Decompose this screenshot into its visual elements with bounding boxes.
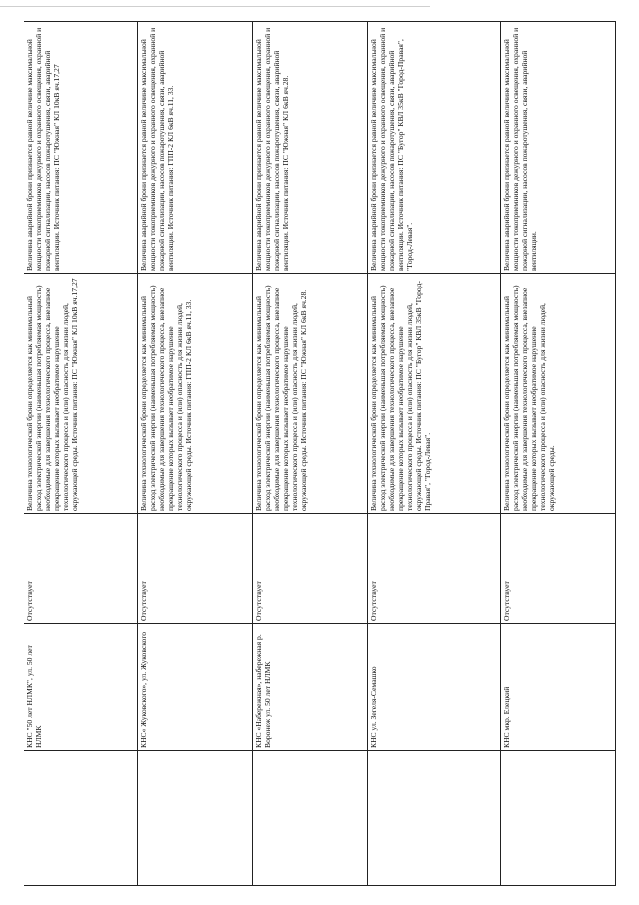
emergency-reserve-cell: Величина аварийной брони признается равной величине максимальной мощности токоприемников дежурного и охранного освещения, охранной и пожарной сигнализации, насосов пожаротушения, связи, аварийной вентиляции.: [501, 22, 616, 274]
status-cell: Отсутствует: [138, 514, 253, 624]
tech-reserve-cell: Величина технологической брони определяется как минимальный расход электрической энергии (наименьшая потребляемая мощность) необходимые для завершения технологического процесса, внезапное прекращение которых вызывает необратимое нарушение технологического процесса и (или) опасность для жизни людей, окружающей среды. Источник питания: ПС "Южная" КЛ 6кВ яч.28.: [253, 274, 368, 514]
scan-edge-line: [0, 6, 430, 7]
table-row: [253, 22, 368, 886]
emergency-reserve-cell: Величина аварийной брони признается равной величине максимальной мощности токоприемников дежурного и охранного освещения, охранной и пожарной сигнализации, насосов пожаротушения, связи, аварийной вентиляции. Источник питания: ПС "Южная" КЛ 6кВ яч.28.: [253, 22, 368, 274]
table-row: [501, 22, 616, 886]
status-cell: Отсутствует: [253, 514, 368, 624]
table-row: [368, 22, 501, 886]
tech-reserve-cell: Величина технологической брони определяется как минимальный расход электрической энергии (наименьшая потребляемая мощность) необходимые для завершения технологического процесса, внезапное прекращение которых вызывает необратимое нарушение технологического процесса и (или) опасность для жизни людей, окружающей среды.: [501, 274, 616, 514]
empty-cell: [368, 751, 501, 886]
rotated-table-wrapper: [24, 22, 616, 886]
object-cell: КНС« Жуковского», ул. Жуковского: [138, 624, 253, 751]
power-reserve-table: [24, 21, 616, 886]
emergency-reserve-cell: Величина аварийной брони признается равной величине максимальной мощности токоприемников дежурного и охранного освещения, охранной и пожарной сигнализации, насосов пожаротушения, связи, аварийной вентиляции. Источник питания: ПС "Южная" КЛ 10кВ яч.17,27: [24, 22, 138, 274]
object-cell: КНС ул. Зегеля-Семашко: [368, 624, 501, 751]
status-cell: Отсутствует: [368, 514, 501, 624]
tech-reserve-cell: Величина технологической брони определяется как минимальный расход электрической энергии (наименьшая потребляемая мощность) необходимые для завершения технологического процесса, внезапное прекращение которых вызывает необратимое нарушение технологического процесса и (или) опасность для жизни людей, окружающей среды. Источник питания: ГПП-2 КЛ 6кВ яч.11, 33.: [138, 274, 253, 514]
table-row: [138, 22, 253, 886]
empty-cell: [138, 751, 253, 886]
status-cell: Отсутствует: [501, 514, 616, 624]
object-cell: КНС "50 лет НЛМК", ул. 50 лет НЛМК: [24, 624, 138, 751]
empty-cell: [501, 751, 616, 886]
status-cell: Отсутствует: [24, 514, 138, 624]
tech-reserve-cell: Величина технологической брони определяется как минимальный расход электрической энергии (наименьшая потребляемая мощность) необходимые для завершения технологического процесса, внезапное прекращение которых вызывает необратимое нарушение технологического процесса и (или) опасность для жизни людей, окружающей среды. Источник питания: ПС "Южная" КЛ 10кВ яч.17,27: [24, 274, 138, 514]
tech-reserve-cell: Величина технологической брони определяется как минимальный расход электрической энергии (наименьшая потребляемая мощность) необходимые для завершения технологического процесса, внезапное прекращение которых вызывает необратимое нарушение технологического процесса и (или) опасность для жизни людей, окружающей среды. Источник питания: ПС "Бугор" КВЛ 35кВ "Город-Правая", "Город-Левая".: [368, 274, 501, 514]
table-row: [24, 22, 138, 886]
empty-cell: [253, 751, 368, 886]
emergency-reserve-cell: Величина аварийной брони признается равной величине максимальной мощности токоприемников дежурного и охранного освещения, охранной и пожарной сигнализации, насосов пожаротушения, связи, аварийной вентиляции. Источник питания: ПС "Бугор" КВЛ 35кВ "Город-Правая", "Город-Левая".: [368, 22, 501, 274]
emergency-reserve-cell: Величина аварийной брони признается равной величине максимальной мощности токоприемников дежурного и охранного освещения, охранной и пожарной сигнализации, насосов пожаротушения, связи, аварийной вентиляции. Источник питания: ГПП-2 КЛ 6кВ яч.11, 33.: [138, 22, 253, 274]
object-cell: КНС мкр. Елецкий: [501, 624, 616, 751]
object-cell: КНС «Набережная», набережная р. Воронеж ул. 50 лет НЛМК: [253, 624, 368, 751]
empty-cell: [24, 751, 138, 886]
